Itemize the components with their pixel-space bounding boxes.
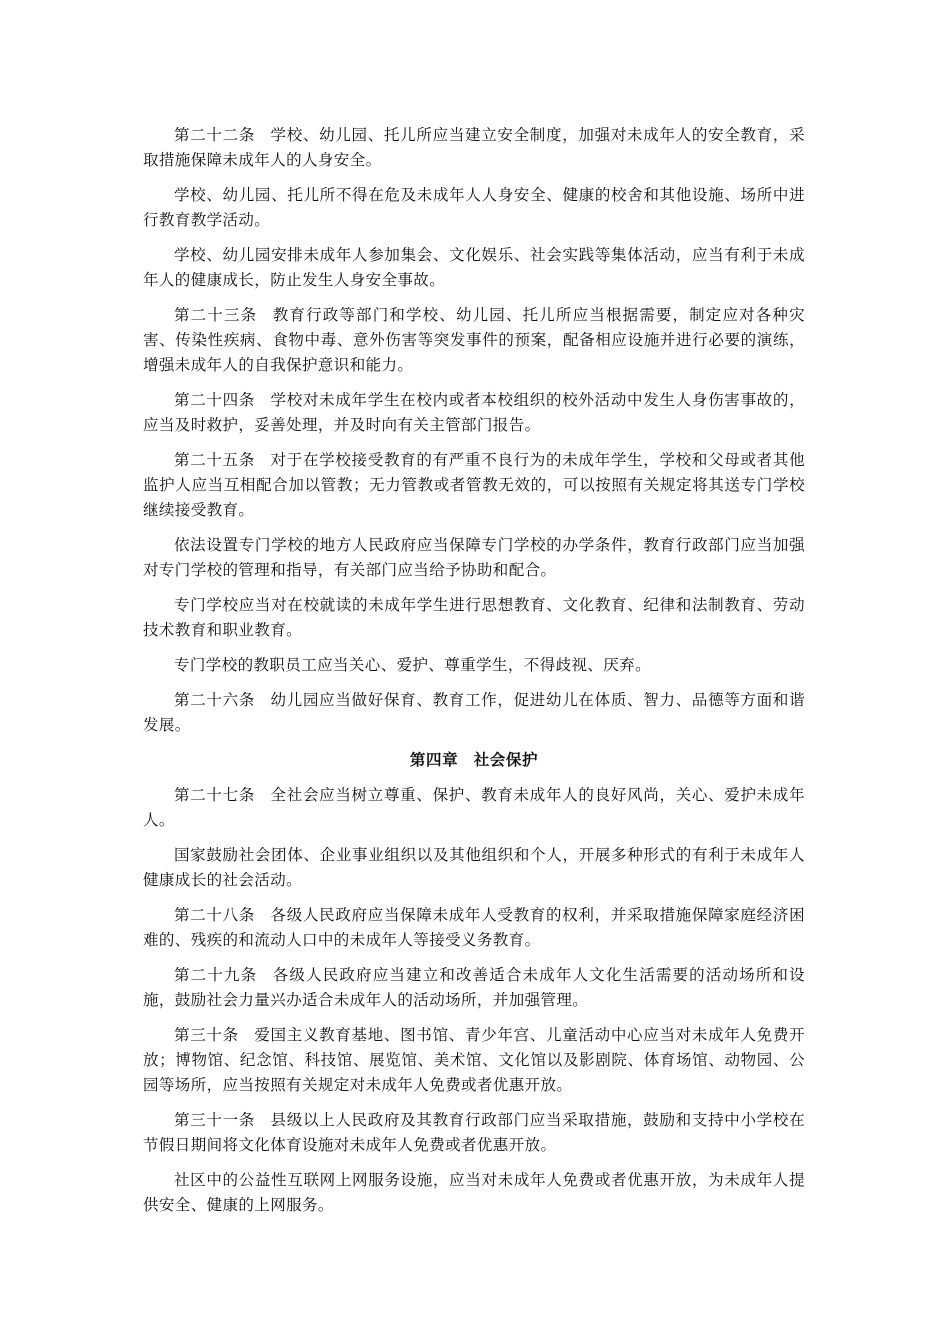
article-number: 第二十五条: [174, 451, 256, 469]
paragraph: [143, 963, 805, 1013]
paragraph-text: 社区中的公益性互联网上网服务设施，应当对未成年人免费或者优惠开放，为未成年人提供安全、健康的上网服务。: [143, 1171, 805, 1214]
paragraph: [143, 843, 805, 893]
paragraph-text: 专门学校应当对在校就读的未成年学生进行思想教育、文化教育、纪律和法制教育、劳动技术教育和职业教育。: [143, 596, 805, 639]
paragraph: [143, 1108, 805, 1158]
paragraph: [143, 1168, 805, 1218]
article-number: 第三十条: [174, 1026, 239, 1044]
document-body: [143, 123, 805, 1228]
article-number: 第二十八条: [174, 906, 256, 924]
paragraph: [143, 388, 805, 438]
paragraph: [143, 783, 805, 833]
paragraph: [143, 448, 805, 523]
section-after-chapter: [143, 783, 805, 1218]
paragraph: [143, 593, 805, 643]
paragraph: [143, 903, 805, 953]
article-number: 第二十九条: [174, 966, 258, 984]
paragraph-text: 各级人民政府应当保障未成年人受教育的权利，并采取措施保障家庭经济困难的、残疾的和流动人口中的未成年人等接受义务教育。: [143, 906, 805, 949]
paragraph-text: 全社会应当树立尊重、保护、教育未成年人的良好风尚，关心、爱护未成年人。: [143, 786, 805, 829]
paragraph: [143, 303, 805, 378]
paragraph-text: 对于在学校接受教育的有严重不良行为的未成年学生，学校和父母或者其他监护人应当互相配合加以管教；无力管教或者管教无效的，可以按照有关规定将其送专门学校继续接受教育。: [143, 451, 805, 519]
paragraph-text: 学校对未成年学生在校内或者本校组织的校外活动中发生人身伤害事故的，应当及时救护，妥善处理，并及时向有关主管部门报告。: [143, 391, 805, 434]
article-number: 第三十一条: [174, 1111, 256, 1129]
paragraph: [143, 653, 805, 678]
paragraph: [143, 183, 805, 233]
paragraph-text: 学校、幼儿园安排未成年人参加集会、文化娱乐、社会实践等集体活动，应当有利于未成年人的健康成长，防止发生人身安全事故。: [143, 246, 805, 289]
paragraph-text: 学校、幼儿园、托儿所不得在危及未成年人人身安全、健康的校舍和其他设施、场所中进行教育教学活动。: [143, 186, 805, 229]
paragraph: [143, 243, 805, 293]
article-number: 第二十七条: [174, 786, 256, 804]
paragraph-text: 国家鼓励社会团体、企业事业组织以及其他组织和个人，开展多种形式的有利于未成年人健康成长的社会活动。: [143, 846, 805, 889]
article-number: 第二十四条: [174, 391, 256, 409]
paragraph-text: 幼儿园应当做好保育、教育工作，促进幼儿在体质、智力、品德等方面和谐发展。: [143, 691, 805, 734]
chapter-heading: [143, 748, 805, 773]
paragraph: [143, 123, 805, 173]
chapter-title: 社会保护: [473, 751, 539, 769]
chapter-number: 第四章: [409, 751, 459, 769]
paragraph-text: 教育行政等部门和学校、幼儿园、托儿所应当根据需要，制定应对各种灾害、传染性疾病、食物中毒、意外伤害等突发事件的预案，配备相应设施并进行必要的演练，增强未成年人的自我保护意识和能力。: [143, 306, 805, 374]
paragraph: [143, 533, 805, 583]
paragraph-text: 各级人民政府应当建立和改善适合未成年人文化生活需要的活动场所和设施，鼓励社会力量兴办适合未成年人的活动场所，并加强管理。: [143, 966, 805, 1009]
paragraph-text: 爱国主义教育基地、图书馆、青少年宫、儿童活动中心应当对未成年人免费开放；博物馆、纪念馆、科技馆、展览馆、美术馆、文化馆以及影剧院、体育场馆、动物园、公园等场所，应当按照有关规定对未成年人免费或者优惠开放。: [143, 1026, 805, 1094]
paragraph: [143, 688, 805, 738]
paragraph-text: 学校、幼儿园、托儿所应当建立安全制度，加强对未成年人的安全教育，采取措施保障未成年人的人身安全。: [143, 126, 805, 169]
paragraph-text: 专门学校的教职员工应当关心、爱护、尊重学生，不得歧视、厌弃。: [174, 656, 652, 674]
article-number: 第二十六条: [174, 691, 256, 709]
section-before-chapter: [143, 123, 805, 738]
paragraph: [143, 1023, 805, 1098]
paragraph-text: 县级以上人民政府及其教育行政部门应当采取措施，鼓励和支持中小学校在节假日期间将文化体育设施对未成年人免费或者优惠开放。: [143, 1111, 805, 1154]
article-number: 第二十二条: [174, 126, 256, 144]
paragraph-text: 依法设置专门学校的地方人民政府应当保障专门学校的办学条件，教育行政部门应当加强对专门学校的管理和指导，有关部门应当给予协助和配合。: [143, 536, 805, 579]
article-number: 第二十三条: [174, 306, 258, 324]
